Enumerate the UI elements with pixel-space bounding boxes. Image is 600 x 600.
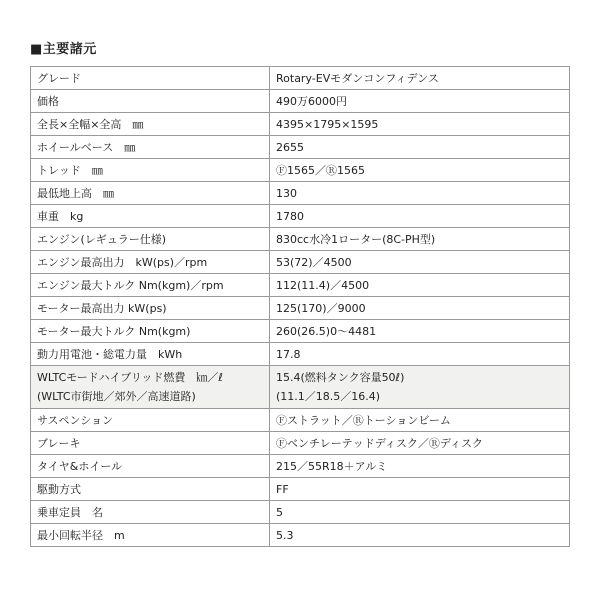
- table-row: [31, 297, 570, 320]
- table-row: [31, 67, 570, 90]
- row-label: グレード: [31, 67, 270, 90]
- row-label: 最低地上高 ㎜: [31, 182, 270, 205]
- table-row: [31, 320, 570, 343]
- row-value: FF: [270, 478, 570, 501]
- row-label: 価格: [31, 90, 270, 113]
- row-label: 動力用電池・総電力量 kWh: [31, 343, 270, 366]
- table-row: [31, 524, 570, 547]
- table-row: [31, 228, 570, 251]
- spec-table-title: ■主要諸元: [30, 42, 97, 57]
- table-row: [31, 136, 570, 159]
- table-row: [31, 409, 570, 432]
- row-value: 53(72)／4500: [270, 251, 570, 274]
- row-label: エンジン(レギュラー仕様): [31, 228, 270, 251]
- table-row: [31, 432, 570, 455]
- row-value: 1780: [270, 205, 570, 228]
- row-value: [270, 366, 570, 409]
- table-row: [31, 159, 570, 182]
- row-label: トレッド ㎜: [31, 159, 270, 182]
- row-value: 5: [270, 501, 570, 524]
- row-value-line-1: 15.4(燃料タンク容量50ℓ): [276, 371, 405, 384]
- row-label: エンジン最大トルク Nm(kgm)／rpm: [31, 274, 270, 297]
- row-value: 5.3: [270, 524, 570, 547]
- row-value: Ⓕストラット／Ⓡトーションビーム: [270, 409, 570, 432]
- table-row: [31, 113, 570, 136]
- table-row: [31, 501, 570, 524]
- row-label: 駆動方式: [31, 478, 270, 501]
- table-row: [31, 343, 570, 366]
- table-row: [31, 90, 570, 113]
- row-label: モーター最大トルク Nm(kgm): [31, 320, 270, 343]
- row-value: Rotary-EVモダンコンフィデンス: [270, 67, 570, 90]
- row-label: タイヤ&ホイール: [31, 455, 270, 478]
- row-value: Ⓕ1565／Ⓡ1565: [270, 159, 570, 182]
- row-label-line-1: WLTCモードハイブリッド燃費 ㎞／ℓ: [37, 371, 223, 384]
- row-label: [31, 366, 270, 409]
- row-value: Ⓕベンチレーテッドディスク／Ⓡディスク: [270, 432, 570, 455]
- table-row: [31, 251, 570, 274]
- row-value-line-2: (11.1／18.5／16.4): [276, 390, 381, 403]
- row-value: 215／55R18＋アルミ: [270, 455, 570, 478]
- row-label: 乗車定員 名: [31, 501, 270, 524]
- row-label: ホイールベース ㎜: [31, 136, 270, 159]
- table-row: [31, 478, 570, 501]
- row-label: 最小回転半径 m: [31, 524, 270, 547]
- row-value: 4395×1795×1595: [270, 113, 570, 136]
- row-label: エンジン最高出力 kW(ps)／rpm: [31, 251, 270, 274]
- spec-table: [30, 66, 570, 547]
- row-value: 260(26.5)0～4481: [270, 320, 570, 343]
- row-value: 112(11.4)／4500: [270, 274, 570, 297]
- row-value: 130: [270, 182, 570, 205]
- row-label: サスペンション: [31, 409, 270, 432]
- table-row: [31, 182, 570, 205]
- table-row: [31, 274, 570, 297]
- row-label: モーター最高出力 kW(ps): [31, 297, 270, 320]
- row-label: 全長×全幅×全高 ㎜: [31, 113, 270, 136]
- table-row: [31, 205, 570, 228]
- table-row-fuel-economy: [31, 366, 570, 409]
- row-value: 830cc水冷1ローター(8C-PH型): [270, 228, 570, 251]
- row-label: 車重 kg: [31, 205, 270, 228]
- row-label-line-2: (WLTC市街地／郊外／高速道路): [37, 390, 196, 403]
- row-label: ブレーキ: [31, 432, 270, 455]
- row-value: 2655: [270, 136, 570, 159]
- row-value: 17.8: [270, 343, 570, 366]
- row-value: 490万6000円: [270, 90, 570, 113]
- table-row: [31, 455, 570, 478]
- row-value: 125(170)／9000: [270, 297, 570, 320]
